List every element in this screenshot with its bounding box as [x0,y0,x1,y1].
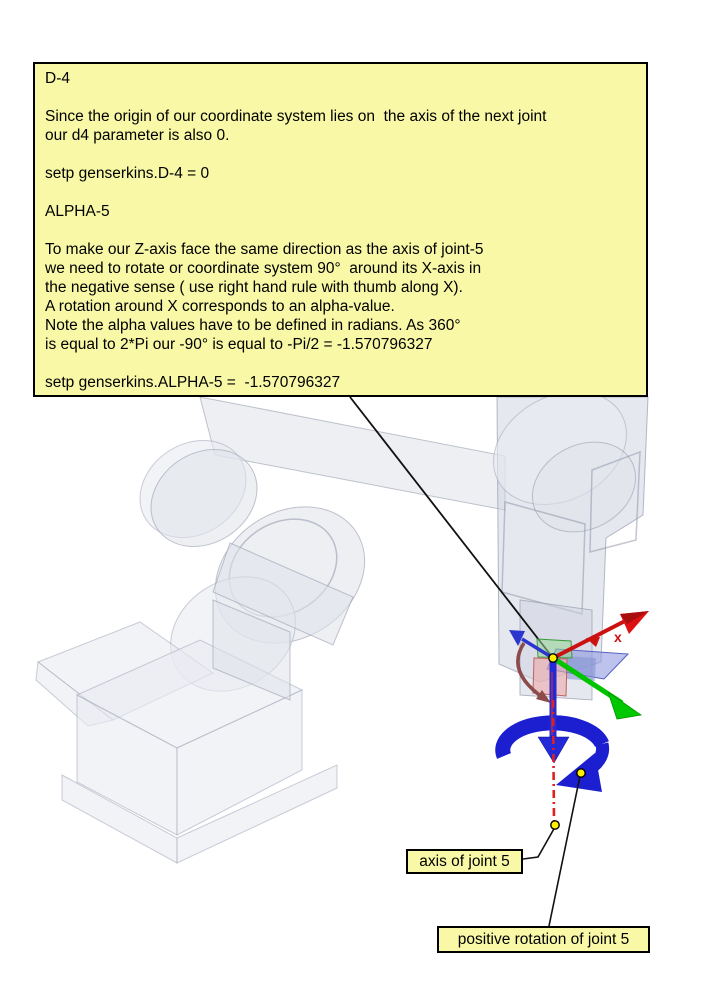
robot-arm-model [36,369,651,863]
note-line: setp genserkins.ALPHA-5 = -1.570796327 [45,374,341,391]
origin-marker-dot [549,654,557,662]
note-line: ALPHA-5 [45,203,110,220]
note-line [45,354,646,373]
note-line: A rotation around X corresponds to an alpha-value. [45,298,395,315]
note-line [45,88,646,107]
joint5-axis-line [553,700,554,823]
note-line: To make our Z-axis face the same direction as the axis of joint-5 [45,241,484,258]
note-box [33,62,648,397]
note-line: we need to rotate or coordinate system 90° around its X-axis in [45,260,482,277]
note-line [45,221,646,240]
positive-rotation-label [437,926,650,953]
note-line: Since the origin of our coordinate system lies on the axis of the next joint [45,108,547,125]
axis-callout-leader [523,827,555,859]
note-line: the negative sense ( use right hand rule with thumb along X). [45,279,463,296]
note-line: Note the alpha values have to be defined in radians. As 360° [45,317,461,334]
rotation-callout-leader [549,776,580,926]
note-line [45,145,646,164]
x-axis-label: x [614,629,622,645]
rotation-marker-dot [577,769,585,777]
axis-of-joint-5-text: axis of joint 5 [419,852,510,870]
positive-rotation-text: positive rotation of joint 5 [457,930,630,948]
axis-of-joint-5-label [406,849,523,874]
note-line [45,183,646,202]
note-line: setp genserkins.D-4 = 0 [45,165,210,182]
y-axis-arrowhead [608,692,641,719]
note-line: is equal to 2*Pi our -90° is equal to -Pi/2 = -1.570796327 [45,336,433,353]
note-line: our d4 parameter is also 0. [45,127,230,144]
note-line: D-4 [45,70,70,87]
axis-marker-dot [551,821,559,829]
